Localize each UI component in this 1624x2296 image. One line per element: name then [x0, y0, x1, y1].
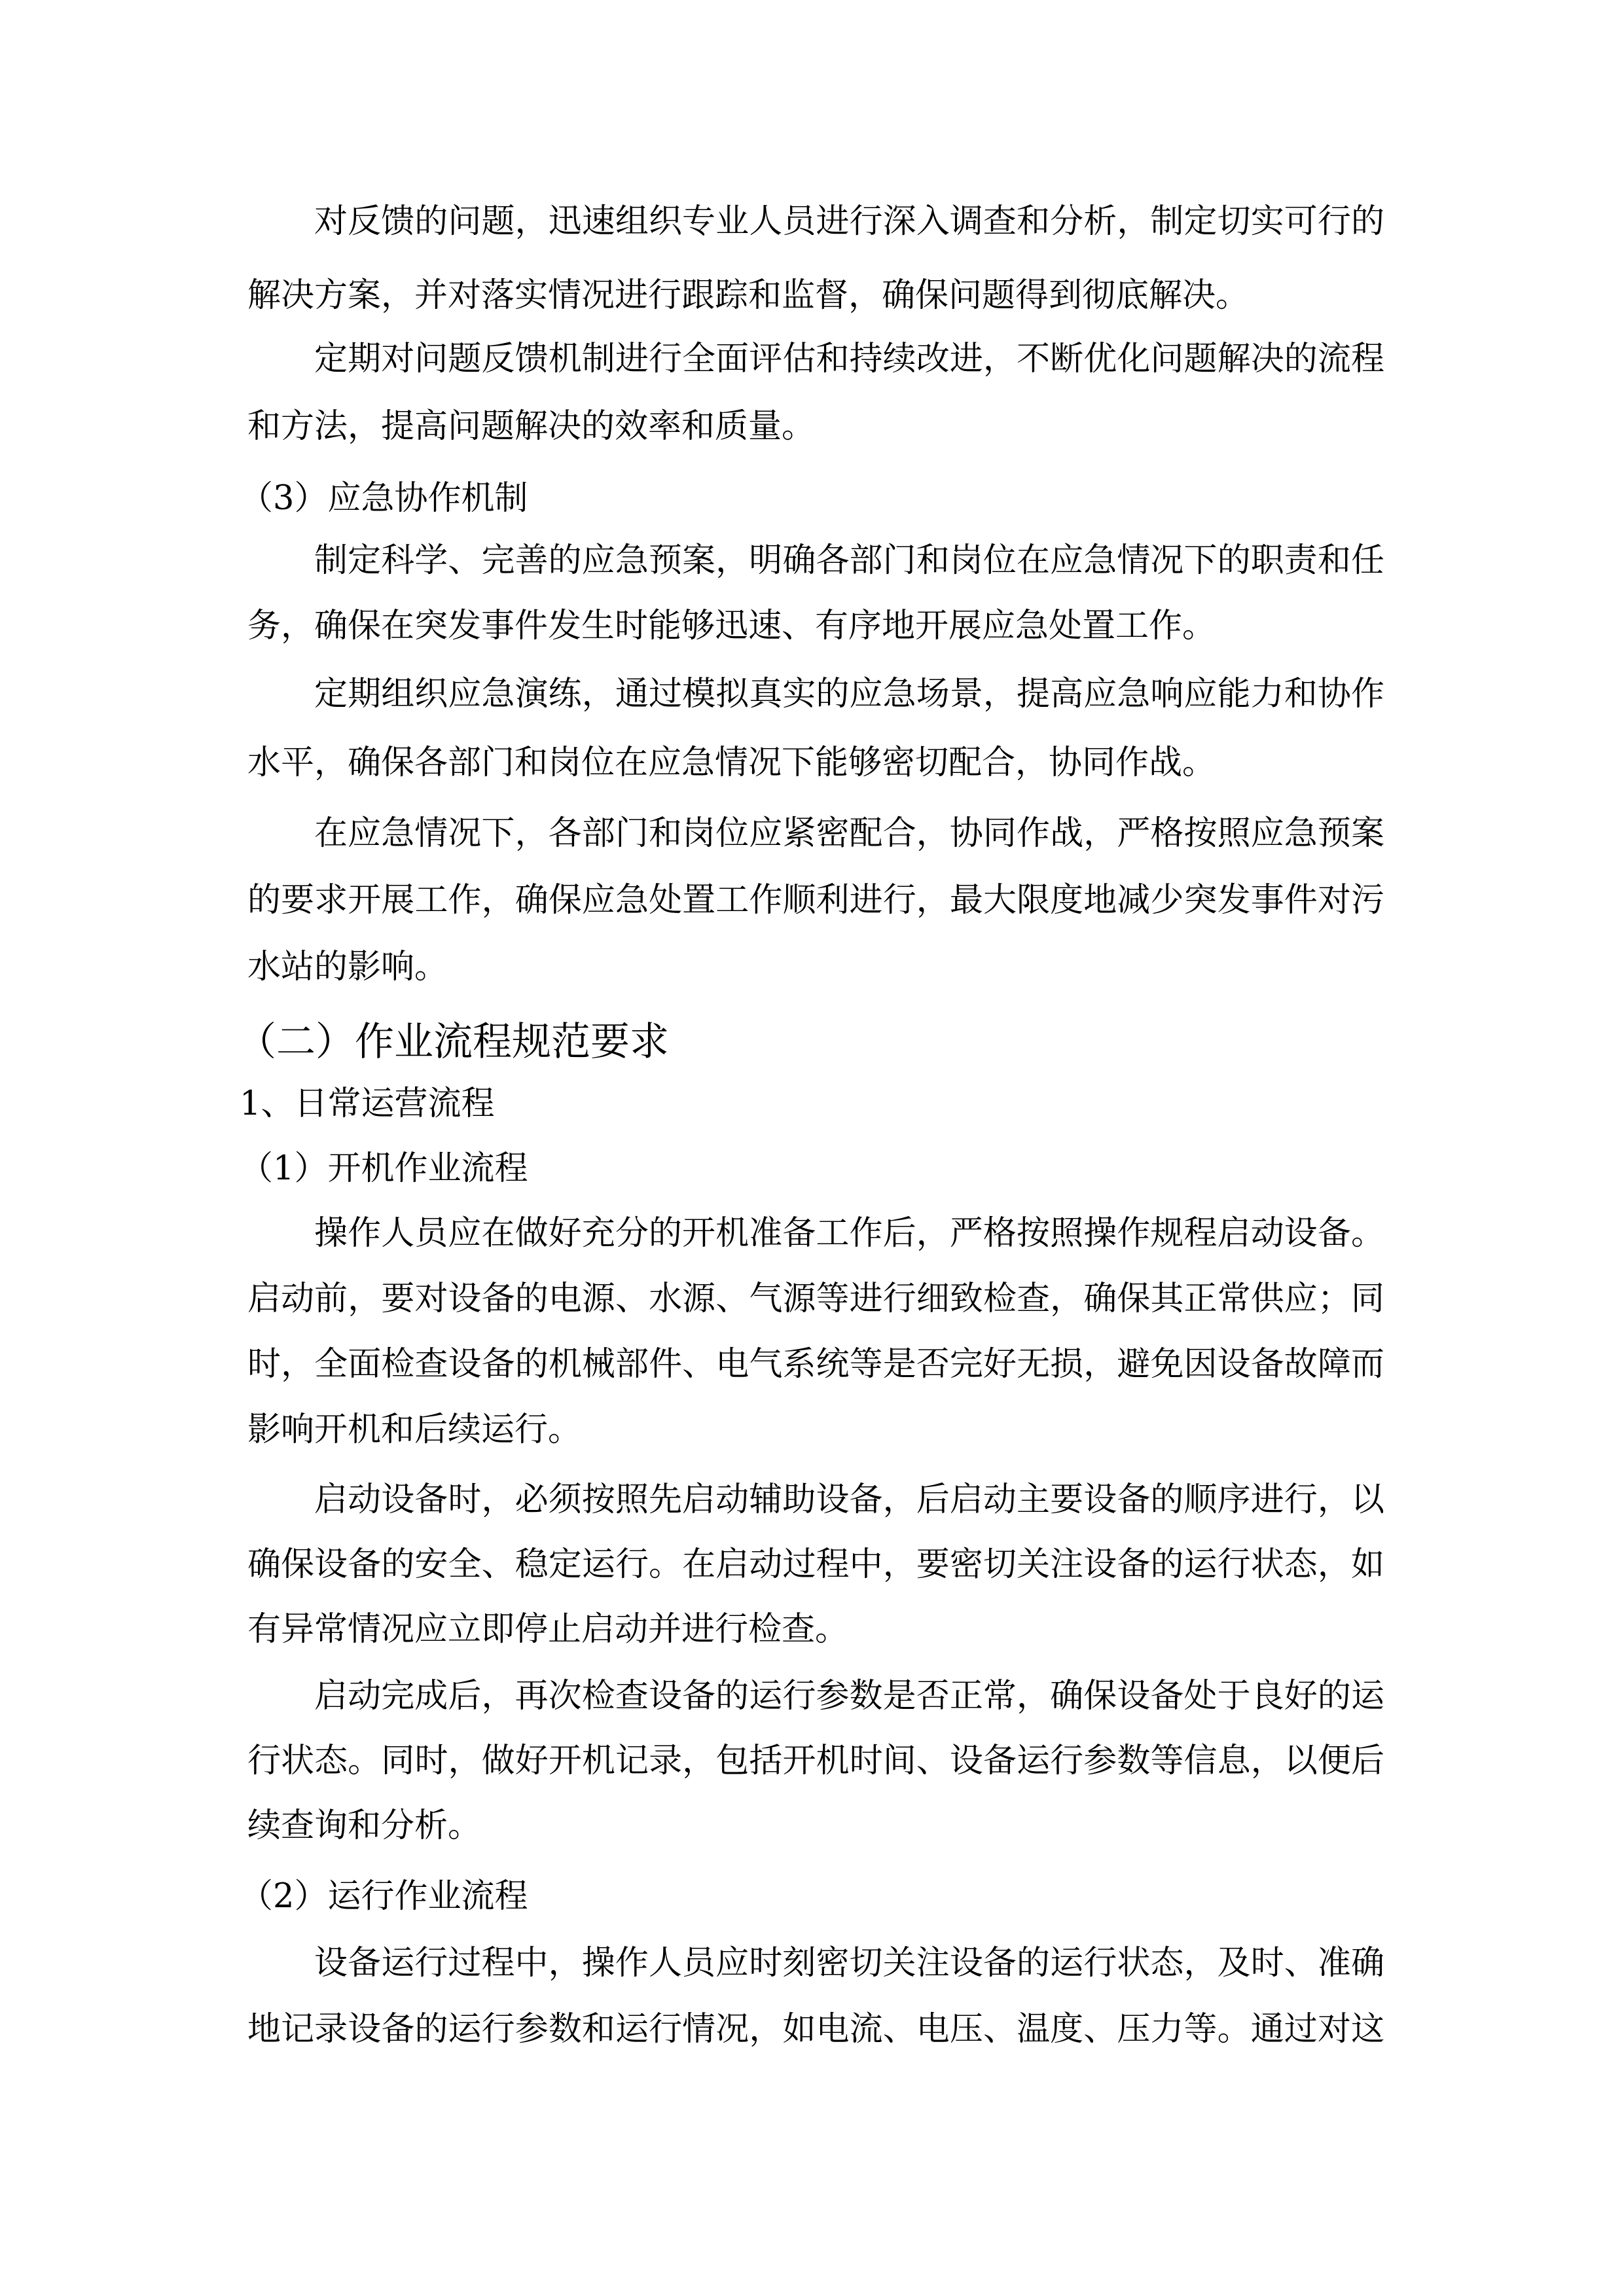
- subsection-heading: [240, 1071, 1377, 1137]
- paragraph-line: 启动完成后，再次检查设备的运行参数是否正常，确保设备处于良好的运: [314, 1676, 1384, 1715]
- subsection-heading: [240, 1136, 1377, 1202]
- paragraph-line: 操作人员应在做好充分的开机准备工作后，严格按照操作规程启动设备。: [314, 1214, 1384, 1253]
- paragraph-line: 设备运行过程中，操作人员应时刻密切关注设备的运行状态，及时、准确: [314, 1943, 1384, 1982]
- paragraph-line: 确保设备的安全、稳定运行。在启动过程中，要密切关注设备的运行状态，如: [247, 1545, 1384, 1584]
- paragraph: [247, 185, 1384, 332]
- paragraph-line: 启动设备时，必须按照先启动辅助设备，后启动主要设备的顺序进行，以: [314, 1480, 1384, 1519]
- heading-text: （二）作业流程规范要求: [237, 1019, 669, 1065]
- paragraph-line: 对反馈的问题，迅速组织专业人员进行深入调查和分析，制定切实可行的: [314, 202, 1384, 241]
- paragraph-line: 解决方案，并对落实情况进行跟踪和监督，确保问题得到彻底解决。: [247, 276, 1250, 315]
- paragraph-line: 启动前，要对设备的电源、水源、气源等进行细致检查，确保其正常供应；同: [247, 1280, 1384, 1318]
- heading-text: （1）开机作业流程: [240, 1149, 528, 1188]
- subsection-heading: [240, 1864, 1377, 1929]
- paragraph: [247, 325, 1384, 460]
- paragraph: [247, 1930, 1384, 2062]
- paragraph-line: 的要求开展工作，确保应急处置工作顺利进行，最大限度地减少突发事件对污: [247, 881, 1384, 920]
- heading-text: （3）应急协作机制: [240, 479, 528, 518]
- paragraph-line: 在应急情况下，各部门和岗位应紧密配合，协同作战，严格按照应急预案: [314, 814, 1384, 853]
- paragraph-line: 行状态。同时，做好开机记录，包括开机时间、设备运行参数等信息，以便后: [247, 1741, 1384, 1780]
- paragraph-line: 制定科学、完善的应急预案，明确各部门和岗位在应急情况下的职责和任: [314, 541, 1384, 580]
- heading-text: （2）运行作业流程: [240, 1877, 528, 1916]
- paragraph-line: 影响开机和后续运行。: [247, 1410, 582, 1449]
- paragraph-line: 时，全面检查设备的机械部件、电气系统等是否完好无损，避免因设备故障而: [247, 1345, 1384, 1384]
- paragraph: [247, 1664, 1384, 1858]
- heading-text: 1、日常运营流程: [240, 1085, 495, 1123]
- paragraph-line: 地记录设备的运行参数和运行情况，如电流、电压、温度、压力等。通过对这: [247, 2009, 1384, 2049]
- paragraph-line: 水平，确保各部门和岗位在应急情况下能够密切配合，协同作战。: [247, 743, 1216, 782]
- paragraph-line: 有异常情况应立即停止启动并进行检查。: [247, 1609, 849, 1649]
- paragraph: [247, 528, 1384, 659]
- paragraph-line: 定期对问题反馈机制进行全面评估和持续改进，不断优化问题解决的流程: [314, 339, 1384, 378]
- paragraph: [247, 800, 1384, 1001]
- section-heading: [237, 1006, 1374, 1078]
- paragraph: [247, 660, 1384, 797]
- paragraph-line: 水站的影响。: [247, 948, 448, 986]
- paragraph-line: 务，确保在突发事件发生时能够迅速、有序地开展应急处置工作。: [247, 607, 1216, 645]
- paragraph: [247, 1467, 1384, 1662]
- subsection-heading: [240, 466, 1377, 531]
- paragraph-line: 续查询和分析。: [247, 1806, 482, 1845]
- paragraph-line: 定期组织应急演练，通过模拟真实的应急场景，提高应急响应能力和协作: [314, 674, 1384, 713]
- paragraph: [247, 1201, 1384, 1463]
- paragraph-line: 和方法，提高问题解决的效率和质量。: [247, 406, 816, 446]
